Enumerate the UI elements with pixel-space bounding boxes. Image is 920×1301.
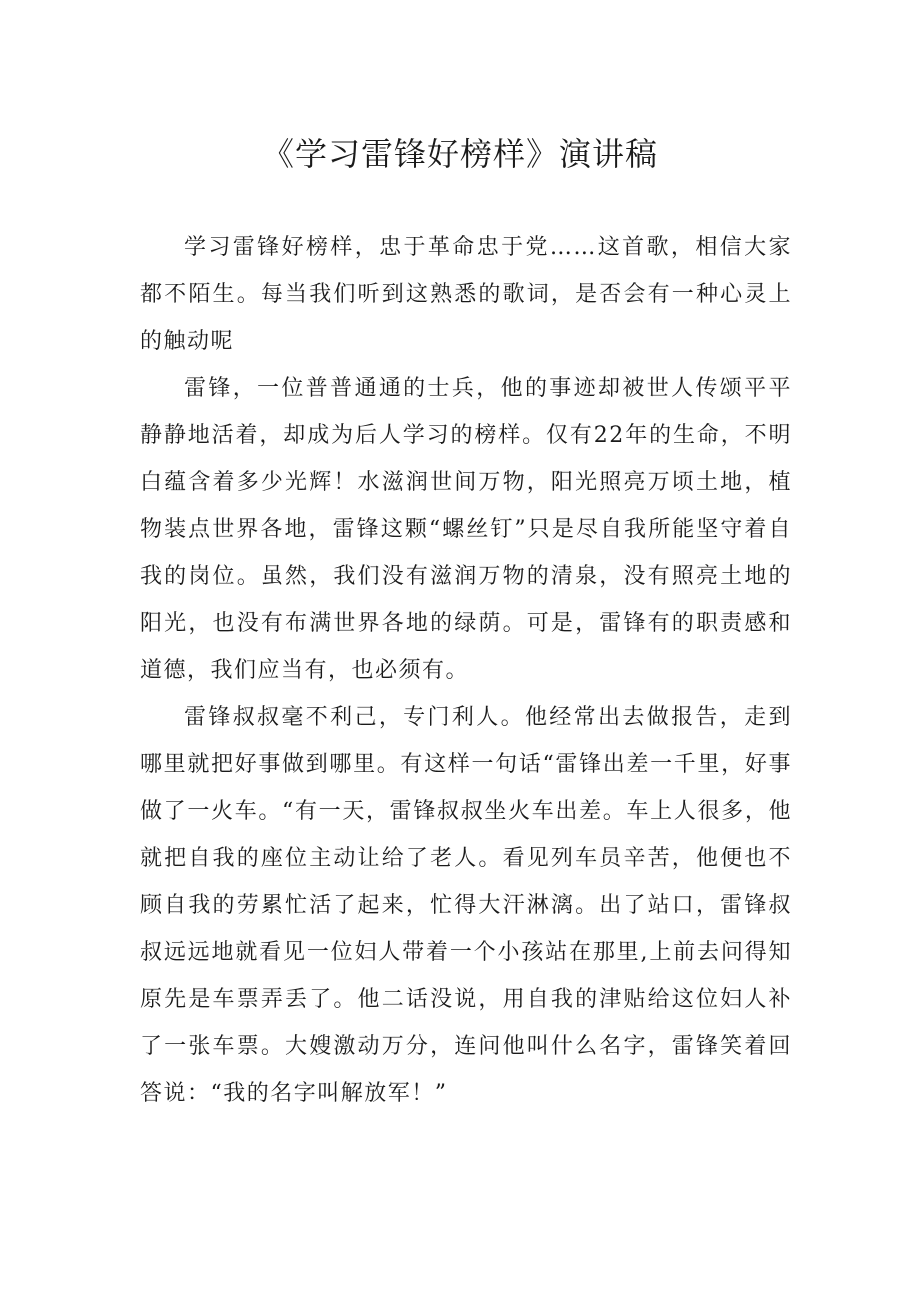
document-title: 《学习雷锋好榜样》演讲稿 [261,135,658,173]
paragraph-intro: 学习雷锋好榜样，忠于革命忠于党……这首歌，相信大家都不陌生。每当我们听到这熟悉的歌词，是否会有一种心灵上的触动呢 [140,235,792,354]
paragraph-lei-feng-soldier: 雷锋，一位普普通通的士兵，他的事迹却被世人传颂平平静静地活着，却成为后人学习的榜样。仅有22年的生命，不明白蕴含着多少光辉！水滋润世间万物，阳光照亮万顷土地，植物装点世界各地，雷锋这颗“螺丝钉”只是尽自我所能坚守着自我的岗位。虽然，我们没有滋润万物的清泉，没有照亮土地的阳光，也没有布满世界各地的绿荫。可是，雷锋有的职责感和道德，我们应当有，也必须有。 [140,376,792,683]
document-body [140,224,792,1117]
paragraph-lei-feng-deeds: 雷锋叔叔毫不利己，专门利人。他经常出去做报告，走到哪里就把好事做到哪里。有这样一句话“雷锋出差一千里，好事做了一火车。“有一天，雷锋叔叔坐火车出差。车上人很多，他就把自我的座位主动让给了老人。看见列车员辛苦，他便也不顾自我的劳累忙活了起来，忙得大汗淋漓。出了站口，雷锋叔叔远远地就看见一位妇人带着一个小孩站在那里,上前去问得知原先是车票弄丢了。他二话没说，用自我的津贴给这位妇人补了一张车票。大嫂激动万分，连问他叫什么名字，雷锋笑着回答说：“我的名字叫解放军！” [140,705,792,1106]
